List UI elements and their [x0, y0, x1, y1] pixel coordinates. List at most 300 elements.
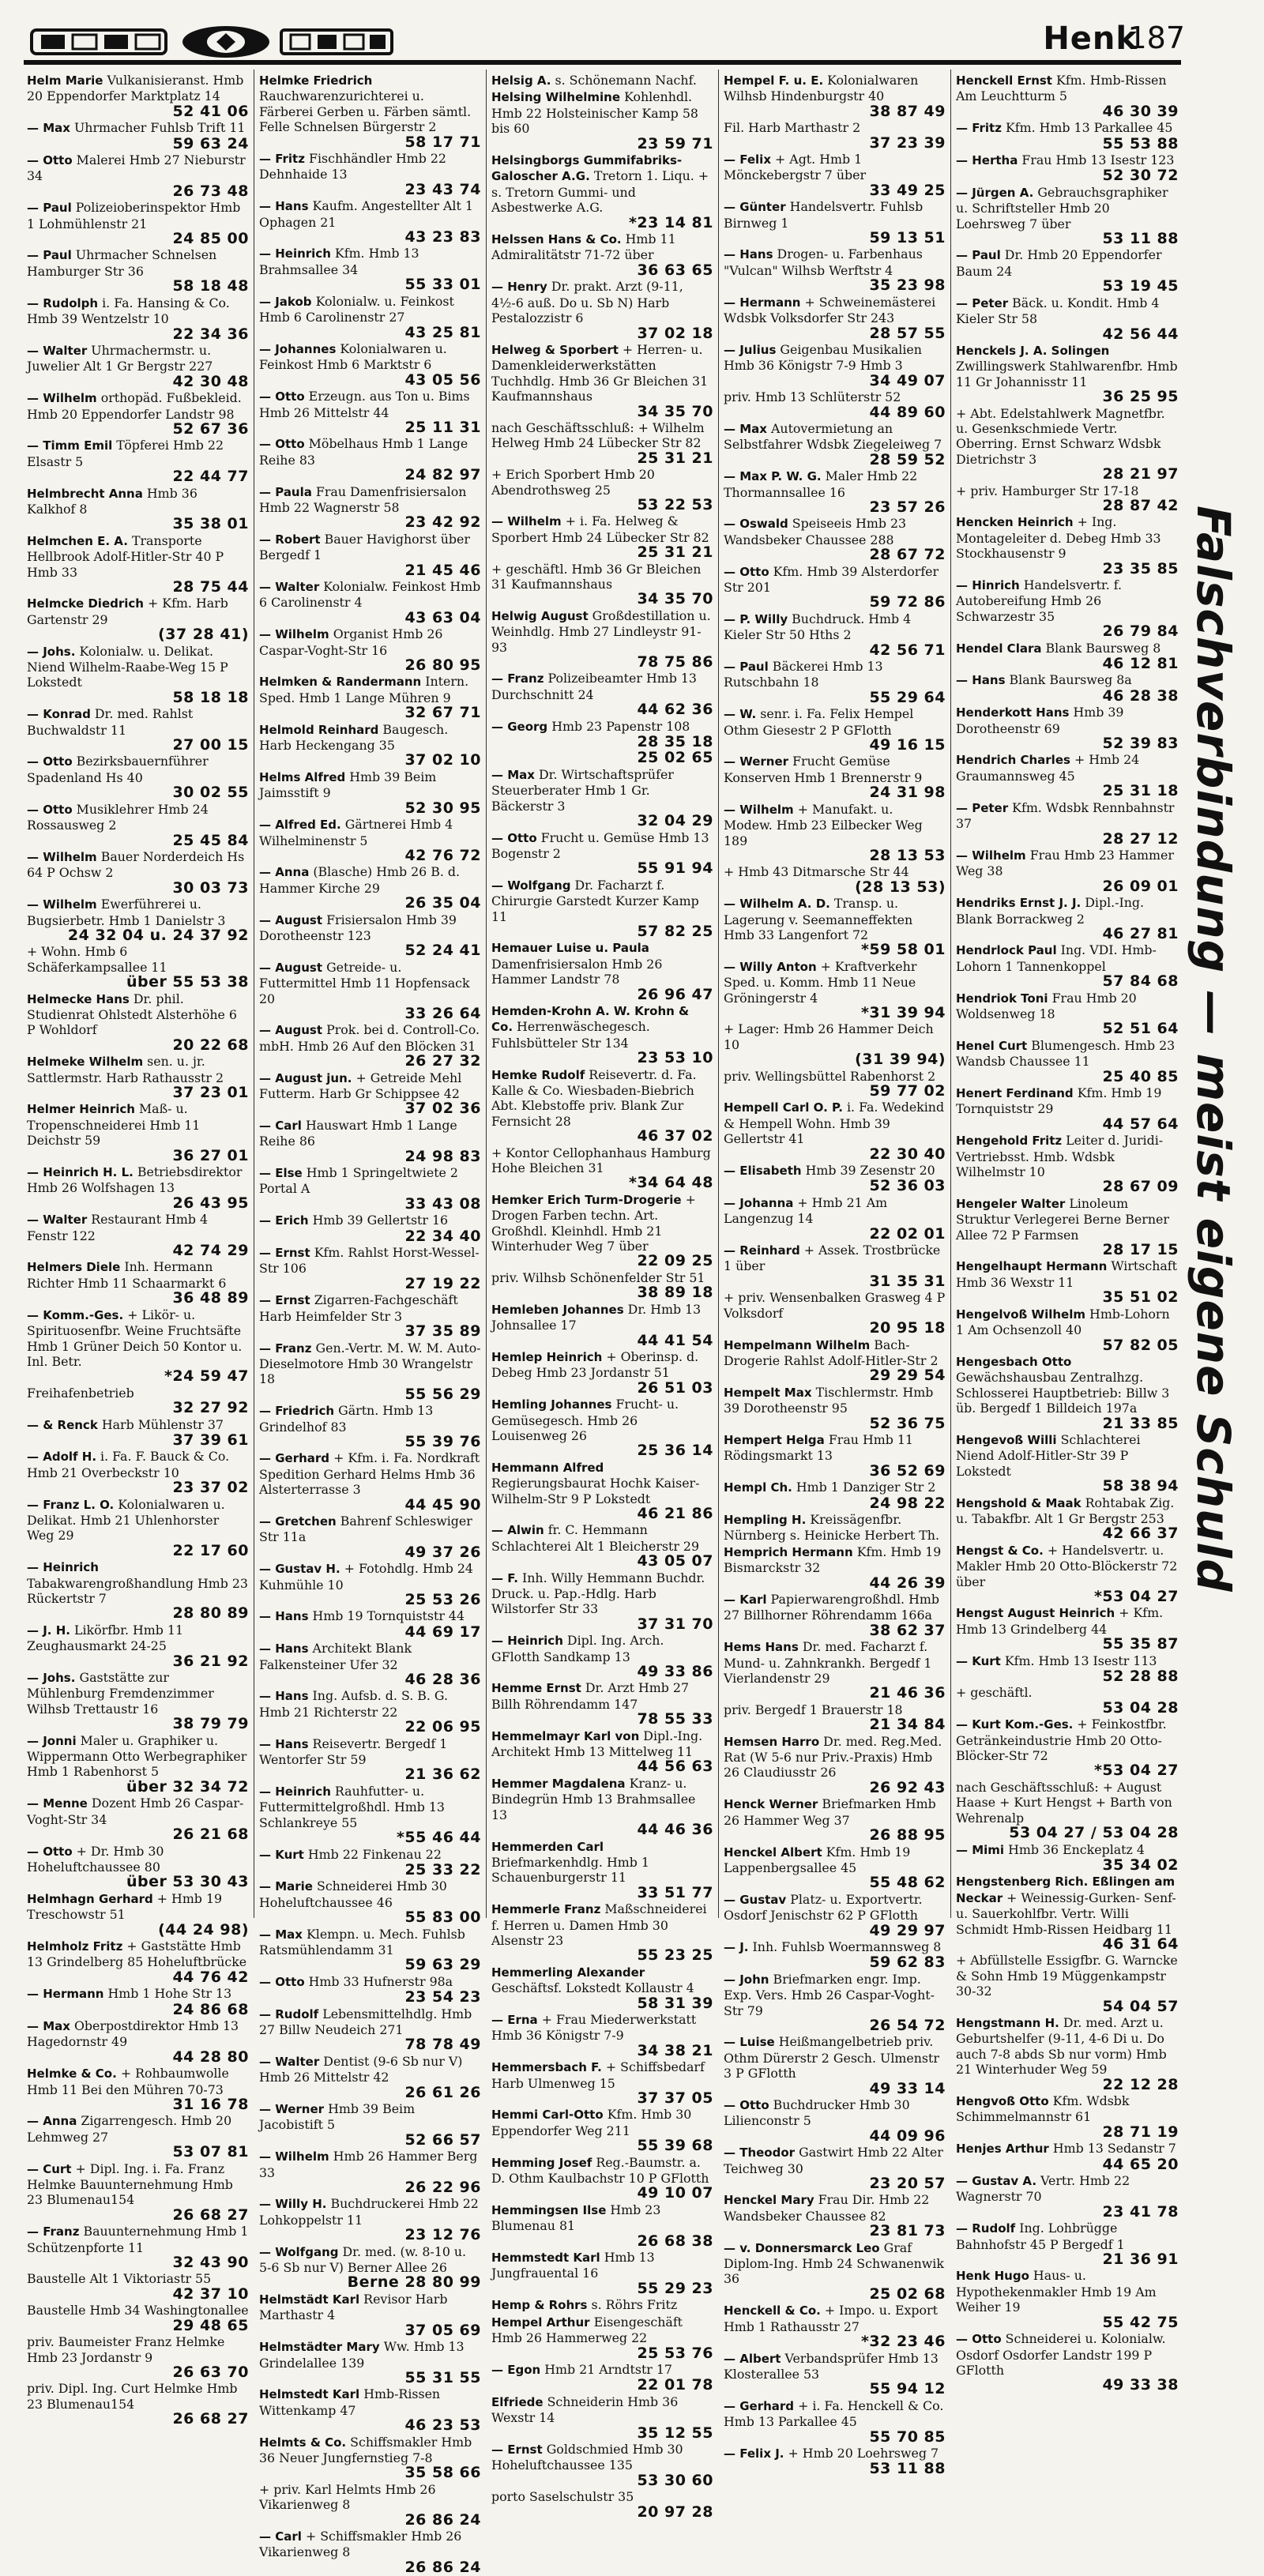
entry-name: Hempert Helga: [724, 1432, 825, 1447]
directory-entry: [956, 752, 1179, 799]
directory-entry: [956, 1495, 1179, 1542]
directory-entry: [27, 897, 249, 943]
entry-details: Frau Damenfrisiersalon Hmb 22 Wagnerstr 58: [259, 483, 467, 515]
entry-phone: 37 02 10: [404, 751, 481, 769]
entry-phone: 28 75 44: [172, 578, 249, 596]
entry-details: Maßschneiderei f. Herren u. Damen Hmb 30 Alsenstr 23: [491, 1901, 707, 1948]
entry-name: — Max P. W. G.: [724, 469, 822, 484]
entry-phone: *53 04 27: [1094, 1588, 1179, 1605]
entry-details: + Dr. Hmb 30 Hoheluftchaussee 80: [27, 1843, 164, 1875]
directory-entry: [259, 1245, 481, 1292]
directory-entry: [724, 1734, 946, 1796]
entry-name: Helmcke Diedrich: [27, 596, 144, 611]
entry-details: Frau Dir. Hmb 22 Wandsbeker Chaussee 82: [724, 2192, 930, 2224]
entry-name: Helsig A.: [491, 73, 551, 88]
entry-name: — Jakob: [259, 294, 312, 309]
directory-entry: [724, 2446, 946, 2477]
entry-details: Eisengeschäft Hmb 26 Hammerweg 22: [491, 2314, 683, 2346]
entry-phone: 78 78 49: [404, 2036, 481, 2054]
entry-phone: 59 77 02: [869, 1082, 946, 1100]
directory-entry: [491, 152, 713, 231]
entry-phone: 58 31 39: [637, 1994, 713, 2012]
directory-entry: [724, 564, 946, 611]
directory-entry: [27, 390, 249, 437]
entry-name: — Wilhelm: [259, 627, 329, 642]
entry-phone: 33 26 64: [404, 1004, 481, 1022]
entry-name: — Timm Emil: [27, 438, 113, 453]
entry-details: Dipl.-Ing. Blank Borrackweg 2: [956, 895, 1145, 927]
entry-details: Maler u. Graphiker u. Wippermann Otto Werbegraphiker Hmb 1 Rabenhorst 5: [27, 1732, 247, 1780]
directory-entry: [27, 1417, 249, 1449]
entry-phone: 52 30 72: [1102, 167, 1179, 185]
entry-details: priv. Dipl. Ing. Curt Helmke Hmb 23 Blumenau154: [27, 2381, 238, 2412]
directory-entry: [259, 2006, 481, 2053]
entry-name: — Johs.: [27, 1671, 76, 1686]
entry-details: Handelsvertr. f. Autobereifung Hmb 26 Schwarzestr 35: [956, 577, 1123, 624]
entry-name: — Wilhelm: [956, 848, 1026, 863]
entry-phone: 53 04 28: [1102, 1698, 1179, 1717]
entry-phone: 78 75 86: [637, 653, 713, 671]
directory-entry: [259, 2386, 481, 2433]
side-advertisement-text: Falschverbindung — meist eigene Schuld: [1187, 506, 1240, 1593]
entry-details: Tretorn 1. Liqu. + s. Tretorn Gummi- und Asbestwerke A.G.: [491, 168, 709, 216]
entry-name: — Willy Anton: [724, 959, 817, 974]
entry-phone: *34 64 48: [629, 1174, 713, 1192]
entry-name: Helmts & Co.: [259, 2435, 347, 2450]
directory-entry: [27, 706, 249, 753]
entry-name: Hengshold & Maak: [956, 1495, 1082, 1510]
entry-name: — Franz: [259, 1341, 312, 1356]
entry-phone: 28 71 19: [1102, 2123, 1179, 2141]
entry-phone: 21 46 36: [869, 1684, 946, 1702]
entry-name: — Hans: [956, 673, 1006, 688]
directory-entry: [956, 2173, 1179, 2220]
entry-name: Hempel Arthur: [491, 2315, 590, 2330]
entry-details: Hmb-Rissen Wittenkamp 47: [259, 2386, 441, 2418]
entry-name: — Konrad: [27, 707, 91, 722]
entry-phone: 52 39 83: [1102, 735, 1179, 753]
entry-phone: 21 45 46: [404, 561, 481, 579]
entry-details: Frucht- u. Gemüsegesch. Hmb 26 Louisenweg 26: [491, 1397, 679, 1443]
entry-phone: 49 16 15: [869, 736, 946, 754]
entry-details: Kolonialw. u. Feinkost Hmb 6 Carolinenstr 27: [259, 293, 454, 325]
entry-details: Dr. Hmb 13 Johnsallee 17: [491, 1301, 702, 1333]
entry-details: Herrenwäschegesch. Fuhlsbütteler Str 134: [491, 1019, 650, 1051]
entry-phone: 21 34 84: [869, 1716, 946, 1734]
entry-name: — August: [259, 912, 323, 927]
entry-name: — Willy H.: [259, 2197, 327, 2212]
directory-entry: [259, 1927, 481, 1973]
entry-details: i. Fa. Hansing & Co. Hmb 39 Wentzelstr 10: [27, 295, 230, 327]
entry-details: Kfm. Hmb 19 Tornquiststr 29: [956, 1085, 1162, 1117]
directory-entry: [259, 341, 481, 388]
entry-phone: 37 31 70: [637, 1615, 713, 1633]
entry-details: Uhrmachermstr. u. Juwelier Alt 1 Gr Bergstr 227: [27, 342, 213, 374]
directory-entry: [956, 848, 1179, 894]
entry-phone: 55 39 68: [637, 2137, 713, 2155]
entry-phone: 55 91 94: [637, 859, 713, 878]
entry-phone: 46 30 39: [1102, 102, 1179, 120]
entry-phone: 35 38 01: [172, 515, 249, 533]
entry-phone: 52 67 36: [172, 419, 249, 438]
entry-details: Kfm. Hmb 30 Eppendorfer Weg 211: [491, 2107, 692, 2138]
entry-name: — Ernst: [259, 1246, 310, 1261]
entry-phone: 44 89 60: [869, 403, 946, 421]
entry-details: Dr. Hmb 20 Eppendorfer Baum 24: [956, 247, 1162, 279]
entry-phone: 24 98 22: [869, 1494, 946, 1512]
entry-phone: 38 89 18: [637, 1284, 713, 1302]
entry-name: Hemme Ernst: [491, 1681, 581, 1696]
entry-details: nach Geschäftsschluß: + August Haase + Kurt Hengst + Barth von Wehrenalp: [956, 1779, 1172, 1826]
entry-details: s. Röhrs Fritz: [591, 2297, 678, 2313]
entry-phone: 23 59 71: [637, 134, 713, 152]
entry-details: Gewächshausbau Zentralhzg. Schlosserei Hauptbetrieb: Billw 3 üb. Bergedf 1 Billdeich 197a: [956, 1370, 1170, 1416]
entry-details: Kreissägenfbr. Nürnberg s. Heinicke Herbert Th.: [724, 1511, 939, 1544]
entry-details: Schneiderin Hmb 36 Wexstr 14: [491, 2394, 679, 2426]
directory-column: [487, 70, 719, 2521]
entry-phone: 35 34 02: [1102, 1856, 1179, 1874]
entry-details: Uhrmacher Schnelsen Hamburger Str 36: [27, 247, 217, 279]
entry-name: — Robert: [259, 532, 321, 547]
entry-name: — Werner: [259, 2102, 325, 2116]
entry-details: Fischhändler Hmb 22 Dehnhaide 13: [259, 151, 446, 182]
directory-entry: [259, 1022, 481, 1069]
entry-details: Likörfbr. Hmb 11 Zeughausmarkt 24-25: [27, 1622, 183, 1654]
entry-phone: 26 68 27: [172, 2410, 249, 2428]
entry-phone: über 32 34 72: [126, 1777, 249, 1796]
entry-details: Dentist (9-6 Sb nur V) Hmb 26 Mittelstr 42: [259, 2053, 463, 2085]
entry-name: Henck Werner: [724, 1797, 818, 1812]
directory-entry: [724, 2351, 946, 2397]
directory-entry: [956, 2141, 1179, 2172]
entry-phone: 55 56 29: [404, 1385, 481, 1403]
entry-details: + Wohn. Hmb 6 Schäferkampsallee 11: [27, 944, 167, 975]
entry-name: — Paul: [956, 248, 1001, 263]
directory-entry: [724, 1163, 946, 1194]
entry-details: Hmb 23 Blumenau 81: [491, 2202, 661, 2234]
entry-details: Zigarren-Fachgeschäft Harb Heimfelder Str 3: [259, 1292, 458, 1324]
entry-phone: 25 53 26: [404, 1591, 481, 1608]
directory-entry: [259, 1974, 481, 2006]
directory-entry: [724, 2145, 946, 2191]
entry-name: — Georg: [491, 719, 548, 734]
directory-entry: [956, 1685, 1179, 1716]
entry-phone: 46 28 38: [1102, 686, 1179, 705]
entry-phone: 20 97 28: [637, 2503, 713, 2521]
directory-entry: [27, 533, 249, 596]
entry-phone: 53 07 81: [172, 2143, 249, 2161]
entry-name: — Erich: [259, 1213, 309, 1228]
directory-entry: [27, 1986, 249, 2018]
entry-details: Hmb 13 Sedanstr 7: [1052, 2141, 1176, 2157]
entry-phone: 33 43 08: [404, 1194, 481, 1213]
entry-details: Dr. med. Facharzt f. Mund- u. Zahnkrankh. Bergedf 1 Vierlandenstr 29: [724, 1639, 932, 1687]
entry-phone: 30 03 73: [172, 878, 249, 897]
entry-name: Helmeke Wilhelm: [27, 1055, 144, 1070]
entry-phone: 52 36 75: [869, 1414, 946, 1432]
entry-details: Vulkanisieranst. Hmb 20 Eppendorfer Marktplatz 14: [27, 73, 244, 104]
entry-details: + Drogen Farben techn. Art. Großhdl. Kleinhdl. Hmb 21 Winterhuder Weg 7 über: [491, 1191, 696, 1254]
entry-details: Dr. med. Arzt u. Geburtshelfer (9-11, 4-6 Di u. Do auch 7-8 abds Sb nur vorm) Hmb 21 Winterhuder Weg 59: [956, 2014, 1167, 2078]
directory-entry: [724, 2034, 946, 2097]
entry-details: Frau Hmb 13 Isestr 123: [1021, 152, 1175, 168]
entry-phone: 46 31 64: [1102, 1935, 1179, 1953]
entry-name: — Günter: [724, 200, 786, 215]
entry-phone: 44 69 17: [404, 1623, 481, 1641]
entry-details: + Hmb 21 Am Langenzug 14: [724, 1194, 888, 1227]
directory-entry: [956, 1038, 1179, 1085]
entry-phone: 26 96 47: [637, 985, 713, 1003]
entry-phone: 28 57 55: [869, 324, 946, 342]
entry-name: — Walter: [259, 580, 320, 594]
entry-name: — Alfred Ed.: [259, 818, 341, 833]
entry-name: — Felix: [724, 152, 771, 167]
entry-phone: 35 23 98: [869, 276, 946, 295]
entry-name: — Carl: [259, 2529, 302, 2544]
entry-details: + Kraftverkehr Sped. u. Komm. Hmb 11 Neue Gröningerstr 4: [724, 958, 917, 1006]
entry-details: Polizeibeamter Hmb 13 Durchschnitt 24: [491, 671, 697, 702]
entry-phone: 46 23 53: [404, 2416, 481, 2435]
directory-entry: [491, 2315, 713, 2361]
entry-details: Hmb 22 Finkenau 22: [307, 1846, 442, 1862]
directory-entry: [259, 1736, 481, 1783]
entry-name: Hemming Josef: [491, 2155, 592, 2170]
entry-details: priv. Hmb 13 Schlüterstr 52: [724, 389, 901, 405]
entry-details: i. Fa. F. Bauck & Co. Hmb 21 Overbeckstr 10: [27, 1449, 230, 1480]
entry-details: Bauer Norderdeich Hs 64 P Ochsw 2: [27, 848, 245, 881]
directory-entry: [27, 1307, 249, 1385]
directory-entry: [491, 1003, 713, 1066]
entry-details: Betriebsdirektor Hmb 26 Wolfshagen 13: [27, 1164, 243, 1196]
directory-entry: [259, 722, 481, 769]
directory-entry: [27, 1101, 249, 1164]
entry-details: Kfm. Hmb 13 Brahmsallee 34: [259, 246, 419, 277]
entry-details: Briefmarken engr. Imp. Exp. Vers. Hmb 26 Caspar-Voght-Str 79: [724, 1971, 935, 2018]
entry-phone: 28 80 89: [172, 1604, 249, 1623]
directory-entry: [259, 2292, 481, 2338]
entry-details: Ing. Lohbrügge Bahnhofstr 45 P Bergedf 1: [956, 2221, 1125, 2252]
entry-details: Hmb 26 Hammer Berg 33: [259, 2149, 478, 2180]
entry-details: Dr. Wirtschaftsprüfer Steuerberater Hmb 1 Gr. Bäckerstr 3: [491, 766, 674, 814]
entry-details: Haus- u. Hypothekenmakler Hmb 19 Am Weiher 19: [956, 2268, 1157, 2315]
entry-name: — Heinrich H. L.: [27, 1165, 134, 1180]
entry-name: — Hans: [259, 1736, 309, 1751]
directory-entry: [259, 2482, 481, 2528]
entry-details: Dr. prakt. Arzt (9-11, 4½-6 auß. Do u. Sb N) Harb Pestalozzistr 6: [491, 279, 683, 326]
entry-phone: 52 30 95: [404, 799, 481, 817]
entry-name: — Franz: [491, 671, 544, 686]
directory-entry: [491, 1570, 713, 1633]
entry-phone: 23 54 23: [404, 1988, 481, 2006]
entry-phone: 26 68 38: [637, 2232, 713, 2250]
entry-phone: 49 33 38: [1102, 2376, 1179, 2394]
directory-entry: [259, 1292, 481, 1339]
entry-details: + i. Fa. Henckell & Co. Hmb 13 Parkallee 45: [724, 2397, 944, 2430]
entry-details: Hauswart Hmb 1 Lange Reihe 86: [259, 1117, 457, 1149]
entry-phone: 46 21 86: [637, 1504, 713, 1522]
entry-phone: 22 12 28: [1102, 2075, 1179, 2093]
directory-entry: [259, 73, 481, 150]
entry-details: Gärtnerei Hmb 4 Wilhelminenstr 5: [259, 817, 453, 848]
entry-phone: 42 76 72: [404, 846, 481, 864]
directory-entry: [259, 294, 481, 340]
page-header: [0, 0, 1264, 73]
entry-name: Hempell Carl O. P.: [724, 1100, 843, 1115]
entry-name: — Walter: [27, 1213, 88, 1228]
directory-entry: [259, 2054, 481, 2100]
entry-details: Geigenbau Musikalien Hmb 36 Königstr 7-9 Hmb 3: [724, 341, 922, 374]
entry-name: Helmchen E. A.: [27, 533, 128, 548]
entry-name: — Jürgen A.: [956, 185, 1034, 200]
directory-entry: [259, 1847, 481, 1878]
entry-phone: 24 31 98: [869, 784, 946, 802]
entry-name: — Kurt: [259, 1847, 304, 1862]
entry-details: Reg.-Baumstr. a. D. Othm Kaulbachstr 10 P GFlotth: [491, 2154, 709, 2187]
directory-entry: [259, 246, 481, 292]
entry-name: Helweg & Sporbert: [491, 342, 619, 357]
directory-entry: [259, 2196, 481, 2243]
entry-name: — Hans: [259, 1641, 309, 1657]
entry-name: — Ernst: [259, 1293, 310, 1308]
directory-entry: [491, 1067, 713, 1145]
entry-name: Hemmersbach F.: [491, 2060, 602, 2075]
entry-details: Kfm. Hmb 19 Lappenbergsallee 45: [724, 1844, 911, 1875]
directory-entry: [956, 247, 1179, 294]
entry-phone: 59 72 86: [869, 593, 946, 611]
entry-phone: 28 35 18: [637, 733, 713, 751]
directory-entry: [259, 151, 481, 197]
ornament-icon: [278, 24, 397, 60]
entry-phone: 34 38 21: [637, 2041, 713, 2059]
entry-details: Graf Diplom-Ing. Hmb 24 Schwanenwik 36: [724, 2239, 944, 2287]
entry-phone: 26 54 72: [869, 2016, 946, 2034]
entry-details: Hmb 39 Dorotheenstr 69: [956, 705, 1124, 736]
entry-phone: 22 17 60: [172, 1541, 249, 1559]
directory-entry: [491, 1522, 713, 1569]
entry-details: Hmb 39 Beim Jaimsstift 9: [259, 769, 437, 801]
entry-name: Helmold Reinhard: [259, 722, 379, 737]
directory-entry: [956, 1354, 1179, 1431]
entry-details: + Manufakt. u. Modew. Hmb 23 Eilbecker Weg 189: [724, 801, 923, 848]
entry-name: Helmstedt Karl: [259, 2387, 360, 2402]
entry-details: Kfm. Wdsbk Rennbahnstr 37: [956, 799, 1175, 832]
entry-details: Autovermietung an Selbstfahrer Wdsbk Ziegeleiweg 7: [724, 420, 942, 453]
directory-entry: [724, 706, 946, 753]
entry-name: — August: [259, 1023, 323, 1038]
entry-phone: 59 13 51: [869, 229, 946, 247]
entry-phone: *23 14 81: [629, 213, 713, 231]
entry-details: Bezirksbauernführer Spadenland Hs 40: [27, 754, 209, 785]
entry-name: — Otto: [27, 754, 73, 769]
entry-details: Tabakwarengroßhandlung Hmb 23 Rückertstr 7: [27, 1575, 248, 1606]
entry-name: Elfriede: [491, 2394, 544, 2409]
entry-name: Hengelvoß Wilhelm: [956, 1307, 1086, 1322]
directory-entry: [491, 608, 713, 671]
directory-entry: [491, 279, 713, 341]
entry-name: — Curt: [27, 2161, 72, 2176]
entry-details: Schlachterei Niend Adolf-Hitler-Str 39 P Lokstedt: [956, 1431, 1141, 1479]
entry-phone: 44 65 20: [1102, 2155, 1179, 2173]
entry-phone: 25 02 65: [637, 749, 713, 767]
entry-name: — Paula: [259, 484, 312, 499]
entry-details: Musiklehrer Hmb 24 Rossausweg 2: [27, 801, 209, 833]
entry-name: — Luise: [724, 2035, 775, 2050]
entry-name: — & Renck: [27, 1417, 98, 1432]
directory-entry: [259, 2435, 481, 2481]
entry-details: Dozent Hmb 26 Caspar-Voght-Str 34: [27, 1796, 244, 1827]
entry-details: Blank Baursweg 8: [1045, 640, 1161, 656]
catchword: Henk: [1043, 21, 1138, 57]
entry-details: Kohlenhdl. Hmb 22 Holsteinischer Kamp 58 bis 60: [491, 89, 698, 137]
directory-entry: [724, 1592, 946, 1638]
entry-phone: 26 43 95: [172, 1194, 249, 1212]
directory-column: [22, 70, 254, 2428]
entry-details: + Hmb 24 Graumannsweg 45: [956, 752, 1140, 784]
entry-name: Helm Marie: [27, 73, 103, 88]
entry-name: — Johanna: [724, 1195, 794, 1210]
entry-phone: 26 27 32: [404, 1052, 481, 1070]
directory-entry: [27, 1164, 249, 1211]
entry-details: Dr. phil. Studienrat Ohlstedt Alsterhöhe 6 P Wohldorf: [27, 991, 237, 1038]
entry-details: Baustelle Alt 1 Viktoriastr 55: [27, 2271, 212, 2287]
entry-name: — August: [259, 960, 323, 975]
directory-entry: [491, 830, 713, 877]
entry-name: — Theodor: [724, 2145, 796, 2160]
directory-entry: [491, 1397, 713, 1459]
entry-phone: 26 61 26: [404, 2083, 481, 2101]
directory-entry: [259, 864, 481, 911]
entry-name: — Wolfgang: [491, 878, 571, 893]
directory-entry: [956, 1780, 1179, 1841]
entry-phone: 26 63 70: [172, 2363, 249, 2381]
directory-entry: [724, 1544, 946, 1591]
directory-entry: [956, 641, 1179, 672]
entry-name: — J.: [724, 1939, 749, 1954]
entry-details: Frucht Gemüse Konserven Hmb 1 Brennerstr 9: [724, 754, 923, 785]
directory-entry: [27, 1796, 249, 1842]
entry-details: Getreide- u. Futtermittel Hmb 11 Hopfensack 20: [259, 959, 470, 1006]
directory-entry: [724, 1337, 946, 1384]
entry-name: Hengst August Heinrich: [956, 1606, 1115, 1621]
entry-phone: 20 95 18: [869, 1319, 946, 1337]
entry-name: Hengevoß Willi: [956, 1432, 1057, 1447]
entry-phone: 22 30 40: [869, 1145, 946, 1163]
directory-entry: [956, 73, 1179, 119]
directory-entry: [724, 2097, 946, 2144]
directory-entry: [956, 1085, 1179, 1132]
directory-entry: [27, 1844, 249, 1890]
directory-entry: [491, 1680, 713, 1727]
entry-phone: 44 45 90: [404, 1495, 481, 1514]
entry-name: — Fritz: [956, 121, 1002, 136]
directory-entry: [491, 231, 713, 278]
entry-phone: 25 45 84: [172, 831, 249, 849]
directory-entry: [27, 1054, 249, 1100]
entry-details: Leiter d. Juridi-Vertriebsst. Hmb. Wdsbk Wilhelmstr 10: [956, 1133, 1164, 1180]
entry-details: Kfm. Rahlst Horst-Wessel-Str 106: [259, 1245, 480, 1277]
entry-phone: 55 42 75: [1102, 2313, 1179, 2331]
entry-phone: 44 46 36: [637, 1821, 713, 1839]
entry-phone: 25 31 18: [1102, 782, 1179, 800]
entry-name: — W.: [724, 707, 757, 722]
entry-name: Hems Hans: [724, 1640, 799, 1655]
entry-name: — v. Donnersmarck Leo: [724, 2240, 880, 2255]
entry-name: — Johs.: [27, 644, 76, 659]
directory-entry: [259, 1608, 481, 1640]
directory-entry: [956, 295, 1179, 342]
directory-entry: [956, 1196, 1179, 1258]
directory-entry: [27, 1623, 249, 1669]
